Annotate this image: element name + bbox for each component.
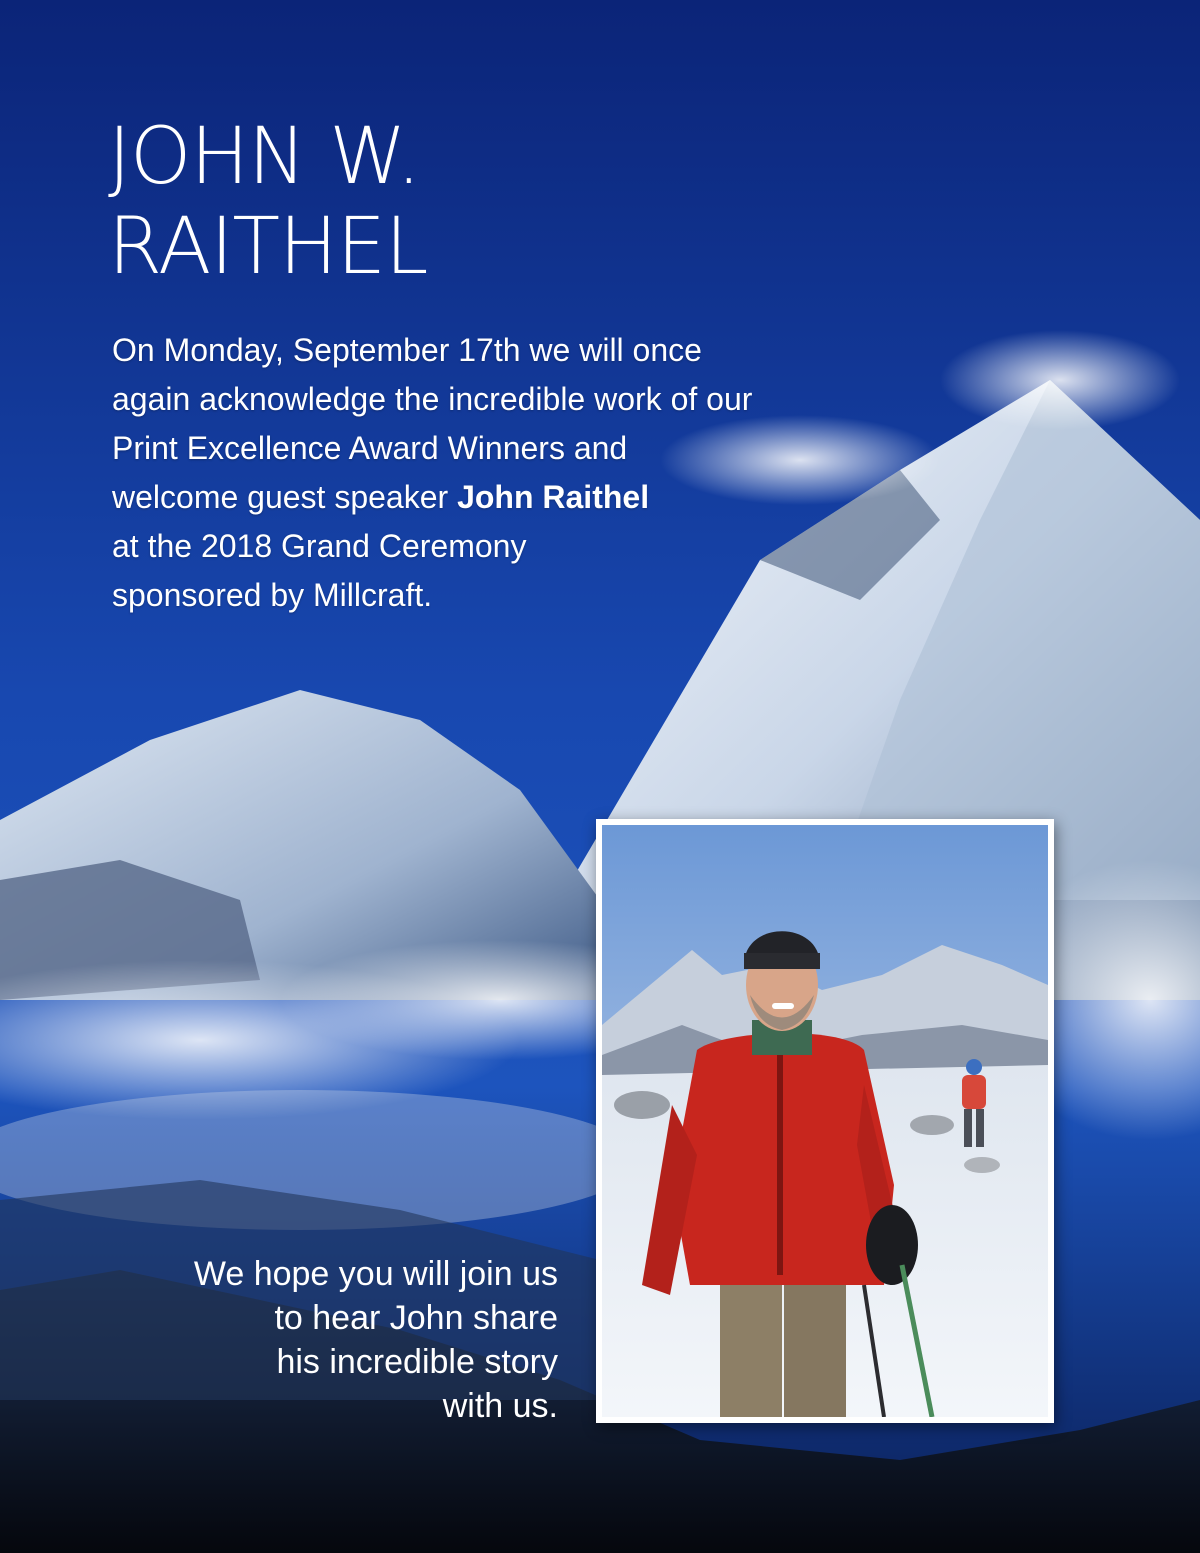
intro-line-5: at the 2018 Grand Ceremony (112, 528, 527, 564)
speaker-photo-image (602, 825, 1048, 1417)
heading-line-1: JOHN W. (108, 112, 421, 202)
intro-line-2: again acknowledge the incredible work of our (112, 381, 753, 417)
speaker-name-bold: John Raithel (457, 479, 650, 515)
intro-line-4 (112, 473, 892, 522)
intro-line-4-prefix: welcome guest speaker (112, 479, 458, 515)
intro-line-1: On Monday, September 17th we will once (112, 332, 702, 368)
intro-line-3: Print Excellence Award Winners and (112, 430, 628, 466)
speaker-photo (596, 819, 1054, 1423)
intro-line-6: sponsored by Millcraft. (112, 577, 433, 613)
outro-line-4: with us. (442, 1387, 558, 1425)
outro-line-1: We hope you will join us (193, 1255, 558, 1293)
outro-line-3: his incredible story (276, 1343, 558, 1381)
heading-line-2: RAITHEL (108, 202, 428, 292)
outro-line-2: to hear John share (274, 1299, 558, 1337)
intro-paragraph (112, 326, 892, 620)
invitation-text (194, 1252, 558, 1428)
speaker-name-heading (108, 112, 427, 292)
